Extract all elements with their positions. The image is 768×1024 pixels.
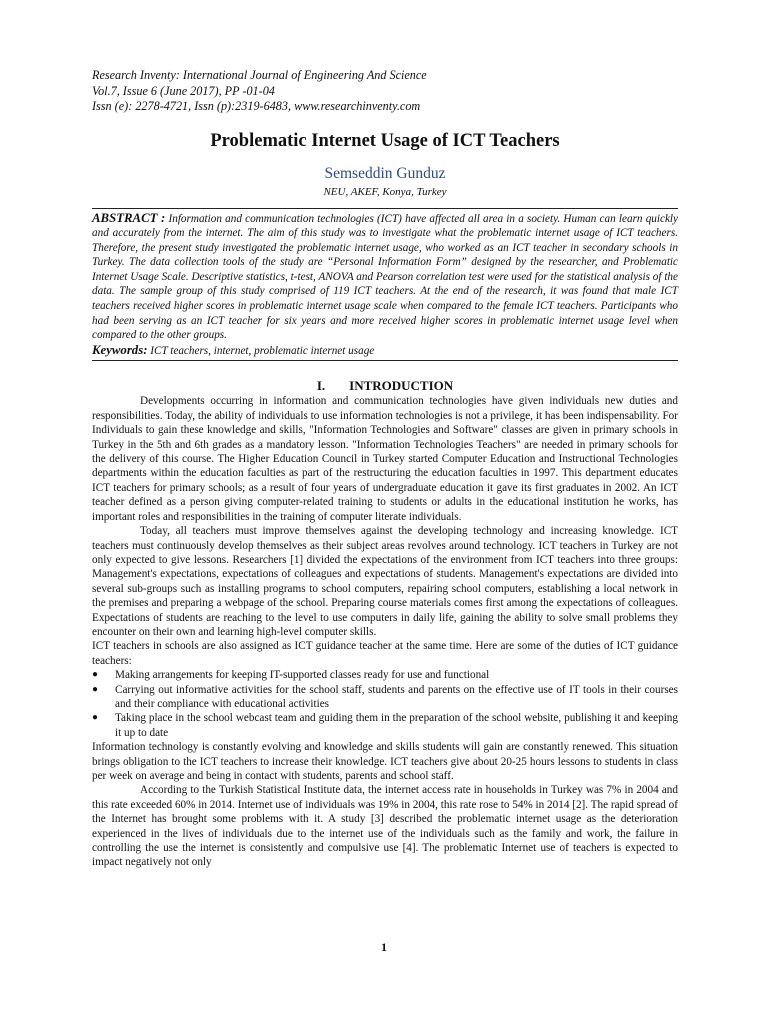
intro-paragraph-1: Developments occurring in information and communication technologies have given individuals new duties and responsibilities. Today, the ability of individuals to use information technologies is not a privilege, it has been indispensability. For Individuals to gain these knowledge and skills, "Information Technologies and Software" classes are given in primary schools in Turkey in the 5th and 6th grades as a mandatory lesson. "Information Technologies Teachers" are needed in primary schools for the delivery of this course. The Higher Education Council in Turkey started Computer Education and Instructional Technologies departments within the education faculties as part of the restructuring the education faculties in 1997. This department educates ICT teachers for primary schools; as a result of four years of undergraduate education it gave its first graduates in 2002. An ICT teacher defined as a person giving computer-related training to students or adults in the educational institution he works, has important roles and responsibilities in the training of computer literate individuals. bbox=[92, 395, 678, 523]
abstract-box bbox=[92, 208, 678, 362]
duties-list bbox=[92, 668, 678, 740]
journal-header bbox=[92, 68, 678, 115]
bullet-icon: ● bbox=[92, 712, 99, 724]
keywords-text: ICT teachers, internet, problematic internet usage bbox=[150, 344, 375, 357]
keywords-line bbox=[92, 343, 678, 359]
section-title: INTRODUCTION bbox=[349, 378, 454, 394]
bullet-icon: ● bbox=[92, 683, 99, 695]
abstract-label: ABSTRACT : bbox=[92, 210, 166, 225]
intro-paragraph-3: ICT teachers in schools are also assigned as ICT guidance teacher at the same time. Here are some of the duties of ICT guidance teachers: bbox=[92, 640, 678, 667]
list-item: ● Making arrangements for keeping IT-supported classes ready for use and functional bbox=[92, 669, 490, 682]
intro-paragraph-5: According to the Turkish Statistical Institute data, the internet access rate in households in Turkey was 7% in 2004 and this rate exceeded 60% in 2014. Internet use of individuals was 19% in 2004, this rate rose to 54% in 2014 [2]. The rapid spread of the Internet has brought some problems with it. A study [3] described the problematic internet usage as the deterioration experienced in the lives of individuals due to the internet use of the individuals such as the family and work, the failure in controlling the use the internet is consistently and compulsive use [4]. The problematic Internet use of teachers is expected to impact negatively not only bbox=[92, 784, 678, 869]
author-affiliation: NEU, AKEF, Konya, Turkey bbox=[323, 185, 447, 198]
abstract-paragraph bbox=[92, 211, 678, 343]
journal-line-1: Research Inventy: International Journal of Engineering And Science bbox=[92, 68, 427, 82]
author-name: Semseddin Gunduz bbox=[324, 164, 446, 182]
intro-paragraph-2: Today, all teachers must improve themselves against the developing technology and increasing knowledge. ICT teachers must continuously develop themselves as their subject areas revolves around technology. ICT teachers in Turkey are not only expected to give lessons. Researchers [1] divided the expectations of the environment from ICT teachers into three groups: Management's expectations, expectations of colleagues and expectations of students. Management's expectations are divided into several sub-groups such as installing programs to school computers, repairing school computers, establishing a local network in the premises and preparing a webpage of the school. Preparing course materials comes first among the expectations of colleagues. Expectations of students are reaching to the level to use computers in daily life, gaining the ability to solve small problems they encounter on their own and learning high-level computer skills. bbox=[92, 525, 678, 638]
list-item: ● Taking place in the school webcast team and guiding them in the preparation of the school website, publishing it and keeping it up to date bbox=[92, 712, 678, 739]
list-item: ● Carrying out informative activities for the school staff, students and parents on the effective use of IT tools in their courses and their compliance with educational activities bbox=[92, 683, 678, 710]
journal-line-2: Vol.7, Issue 6 (June 2017), PP -01-04 bbox=[92, 83, 275, 98]
section-number: I. bbox=[316, 378, 326, 394]
section-body bbox=[92, 394, 678, 869]
page-number: 1 bbox=[381, 940, 387, 954]
paper-title: Problematic Internet Usage of ICT Teachers bbox=[210, 130, 560, 151]
section-heading bbox=[92, 378, 678, 394]
intro-paragraph-4: Information technology is constantly evolving and knowledge and skills students will gain are constantly renewed. This situation brings obligation to the ICT teachers to increase their knowledge. ICT teachers give about 20-25 hours lessons to students in class per week on average and being in contact with students, parents and school staff. bbox=[92, 741, 678, 782]
journal-line-3: Issn (e): 2278-4721, Issn (p):2319-6483, www.researchinventy.com bbox=[92, 99, 421, 113]
abstract-text: Information and communication technologies (ICT) have affected all area in a society. Human can learn quickly and accurately from the internet. The aim of this study was to investigate what the problematic internet usage of ICT teachers. Therefore, the present study investigated the problematic internet usage, who worked as an ICT teacher in secondary schools in Turkey. The data collection tools of the study are “Personal Information Form” designed by the researcher, and Problematic Internet Usage Scale. Descriptive statistics, t-test, ANOVA and Pearson correlation test were used for the statistical analysis of the data. The sample group of this study comprised of 119 ICT teachers. At the end of the research, it was found that male ICT teachers received higher scores in problematic internet usage scale when compared to the female ICT teachers. Participants who had been serving as an ICT teacher for six years and more received higher scores in problematic internet usage level when compared to the other groups. bbox=[92, 212, 679, 342]
paper-page bbox=[92, 68, 678, 870]
bullet-icon: ● bbox=[92, 669, 99, 681]
keywords-label: Keywords: bbox=[92, 342, 148, 357]
